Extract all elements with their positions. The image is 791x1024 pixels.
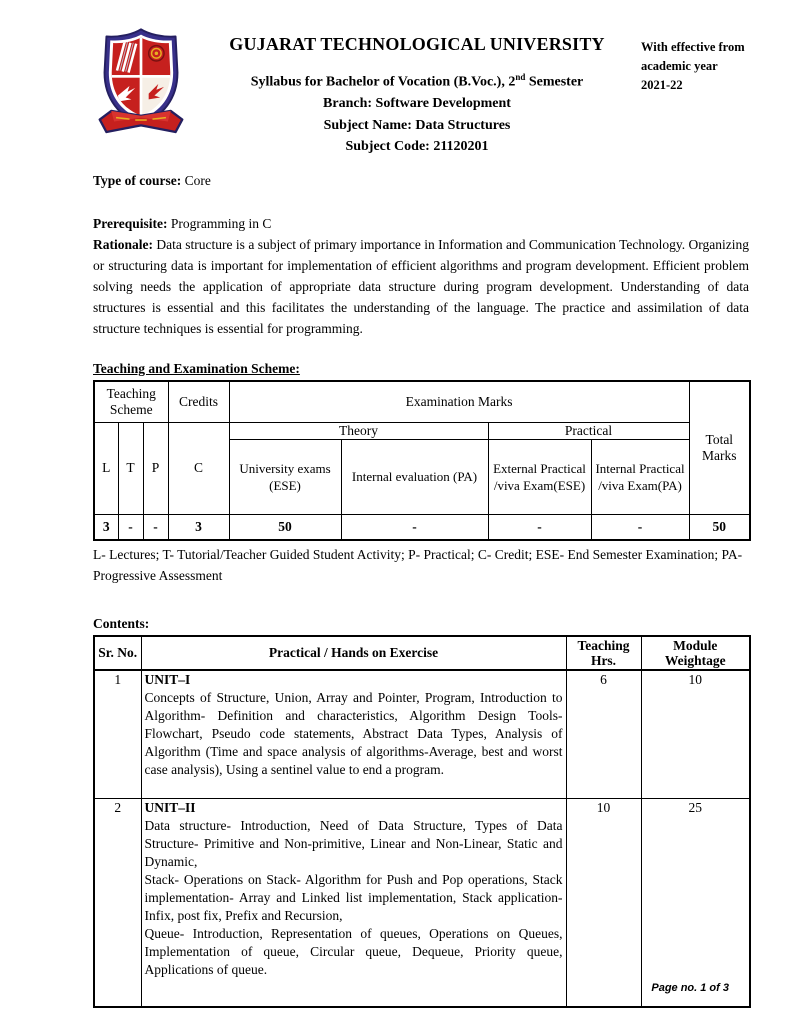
header-internal-evaluation: Internal evaluation (PA)	[341, 439, 488, 514]
value-university-exams: 50	[229, 514, 341, 540]
exam-scheme-heading: Teaching and Examination Scheme:	[93, 360, 300, 376]
header-theory: Theory	[229, 422, 488, 439]
header-external-practical: External Practical /viva Exam(ESE)	[488, 439, 591, 514]
rationale-label: Rationale:	[93, 236, 153, 252]
page-number: Page no. 1 of 3	[651, 982, 729, 994]
unit-2-sr-no: 2	[94, 798, 141, 1007]
value-t: -	[118, 514, 143, 540]
unit-1-paragraph: Concepts of Structure, Union, Array and Pointer, Program, Introduction to Algorithm- Definition and characteristics, Algorithm Design Tools- Flowchart, Pseudo code statements, Abstract Data Types, Analysis of Algorithm (Time and space analysis of algorithms-Average, best and worst case analysis), Using a sentinel value to end a program.	[144, 689, 563, 777]
prerequisite-value: Programming in C	[167, 215, 272, 231]
unit-2-paragraph-2: Stack- Operations on Stack- Algorithm for Push and Pop operations, Stack implementation- Array and Linked list implementation, Stack application- Infix, post fix, Prefix and Recursion,	[144, 871, 563, 923]
type-of-course-value: Core	[181, 172, 211, 188]
unit-2-module-weightage: 25	[641, 798, 750, 1007]
exam-scheme-table	[93, 380, 751, 541]
prerequisite-line	[93, 213, 749, 234]
header-examination-marks: Examination Marks	[229, 381, 689, 423]
header-total-marks: Total Marks	[689, 381, 750, 515]
contents-header-sr-no: Sr. No.	[94, 636, 141, 670]
unit-1-teaching-hrs: 6	[566, 670, 641, 799]
unit-2-title: UNIT–II	[144, 799, 196, 815]
value-l: 3	[94, 514, 118, 540]
type-of-course-line	[93, 170, 749, 191]
unit-2-content	[141, 798, 566, 1007]
value-total-marks: 50	[689, 514, 750, 540]
subject-name-line: Subject Name: Data Structures	[323, 117, 511, 133]
header-t: T	[118, 422, 143, 514]
syllabus-line-prefix: Syllabus for Bachelor of Vocation (B.Voc.), 2	[250, 74, 516, 90]
page-content	[93, 26, 749, 1008]
gtu-shield-emblem-icon	[93, 131, 189, 148]
abbreviation-footnote: L- Lectures; T- Tutorial/Teacher Guided Student Activity; P- Practical; C- Credit; ESE- End Semester Examination; PA- Progressive Assessment	[93, 546, 743, 583]
contents-header-exercise: Practical / Hands on Exercise	[141, 636, 566, 670]
unit-1-content	[141, 670, 566, 799]
header-c: C	[168, 422, 229, 514]
contents-header-module-weightage: Module Weightage	[641, 636, 750, 670]
header-internal-practical: Internal Practical /viva Exam(PA)	[591, 439, 689, 514]
header-l: L	[94, 422, 118, 514]
unit-2-teaching-hrs: 10	[566, 798, 641, 1007]
unit-1-title: UNIT–I	[144, 671, 191, 687]
effective-note: With effective from academic year 2021-22	[641, 40, 745, 92]
header-practical: Practical	[488, 422, 689, 439]
value-c: 3	[168, 514, 229, 540]
type-of-course-label: Type of course:	[93, 172, 182, 188]
contents-heading: Contents:	[93, 615, 150, 631]
document-header	[93, 26, 749, 158]
contents-table	[93, 635, 751, 1008]
header-credits: Credits	[168, 381, 229, 423]
gtu-logo	[93, 26, 193, 149]
unit-2-paragraph-3: Queue- Introduction, Representation of queues, Operations on Queues, Implementation of queue, Circular queue, Dequeue, Priority queue, Applications of queue.	[144, 925, 563, 977]
value-external-practical: -	[488, 514, 591, 540]
table-row-unit-1	[94, 670, 750, 799]
syllabus-line-suffix: Semester	[525, 74, 584, 90]
unit-1-module-weightage: 10	[641, 670, 750, 799]
value-internal-evaluation: -	[341, 514, 488, 540]
value-p: -	[143, 514, 168, 540]
rationale-paragraph	[93, 234, 749, 339]
unit-1-sr-no: 1	[94, 670, 141, 799]
unit-2-paragraph-1: Data structure- Introduction, Need of Data Structure, Types of Data Structure- Primitive and Non-primitive, Linear and Non-Linear, Static and Dynamic,	[144, 817, 563, 869]
university-title: GUJARAT TECHNOLOGICAL UNIVERSITY	[229, 34, 605, 54]
header-university-exams: University exams (ESE)	[229, 439, 341, 514]
rationale-text: Data structure is a subject of primary importance in Information and Communication Technology. Organizing or structuring data is important for implementation of efficient algorithms and program development. Efficient problem solving needs the application of appropriate data structure during program development. Understanding of data structures is essential and this facilitates the understanding of the language. The practice and assimilation of data structure techniques is essential for programming.	[93, 236, 749, 336]
header-p: P	[143, 422, 168, 514]
value-internal-practical: -	[591, 514, 689, 540]
header-teaching-scheme: Teaching Scheme	[94, 381, 168, 423]
syllabus-line	[193, 67, 641, 93]
table-row-unit-2	[94, 798, 750, 1007]
subject-code-line: Subject Code: 21120201	[345, 139, 489, 155]
title-block	[193, 26, 641, 158]
prerequisite-label: Prerequisite:	[93, 215, 168, 231]
ordinal-superscript: nd	[515, 72, 526, 82]
branch-line: Branch: Software Development	[323, 96, 511, 112]
contents-header-teaching-hrs: Teaching Hrs.	[566, 636, 641, 670]
